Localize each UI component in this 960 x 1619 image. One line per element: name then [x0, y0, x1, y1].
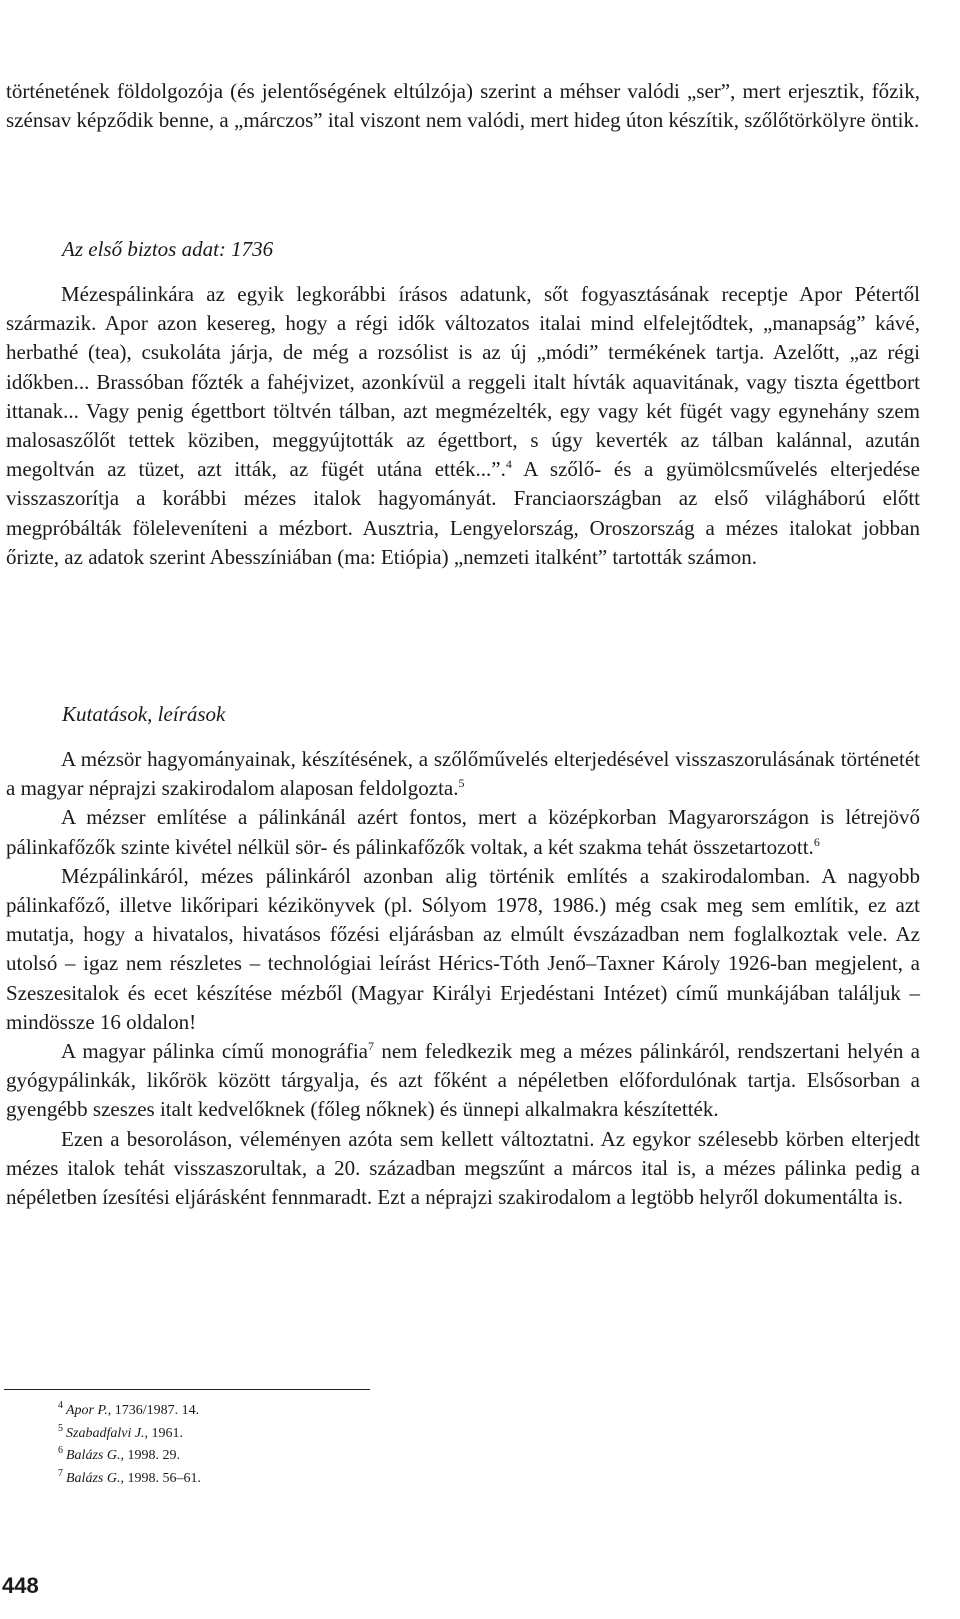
footnote-number: 5	[58, 1422, 63, 1434]
footnote-author: Balázs G.,	[66, 1470, 124, 1486]
paragraph-text: A mézser említése a pálinkánál azért fontos, mert a középkorban Magyarországon is létrejövő pálinkafőzők szinte kivétel nélkül sör- és pálinkafőzők voltak, a két szakma tehát összetartozott.	[6, 805, 920, 859]
footnote-divider	[4, 1389, 370, 1390]
footnote-item	[58, 1423, 201, 1446]
footnote-author: Balázs G.,	[66, 1448, 124, 1463]
footnote-item	[58, 1445, 201, 1468]
footnote-author: Apor P.,	[66, 1403, 112, 1418]
heading-prefix: Az első biztos adat:	[62, 237, 226, 261]
text-block-section-1	[6, 280, 920, 572]
footnote-reference[interactable]: 7	[367, 1039, 374, 1054]
paragraph	[6, 1125, 920, 1213]
paragraph-text: A mézsör hagyományainak, készítésének, a szőlőművelés elterjedésével visszaszorulásának történetét a magyar néprajzi szakirodalom alaposan feldolgozta.	[6, 747, 920, 801]
footnote-item	[58, 1468, 201, 1491]
footnote-reference[interactable]: 6	[813, 834, 820, 849]
footnote-citation: 1736/1987. 14.	[111, 1403, 200, 1418]
footnote-citation: 1998. 29.	[123, 1448, 180, 1463]
paragraph-text: A szőlő- és a gyümölcsművelés elterjedése visszaszorítja a korábbi mézes italok hagyományát. Franciaországban az első világháború előtt megpróbálták föleleveníteni a mézbort. Ausztria, Lengyelország, Oroszország a mézes italokat jobban őrizte, az adatok szerint Abesszíniában (ma: Etiópia) „nemzeti italként” tartották számon.	[6, 457, 920, 569]
section-heading-research: Kutatások, leírások	[62, 702, 226, 726]
footnote-author: Szabadfalvi J.,	[66, 1425, 149, 1441]
paragraph-text: Mézespálinkára az egyik legkorábbi írásos adatunk, sőt fogyasztásának receptje Apor Pétertől származik. Apor azon kesereg, hogy a régi idők változatos italai mind elfelejtődtek, „manapság” kávé, herbathé (tea), csukoláta járja, de még a rozsólist is az új „módi” termékének tartja. Azelőtt, „az régi időkben... Brassóban főzték a fahéjvizet, azonkívül a reggeli italt hívták aquavitának, vagy tiszta égettbort ittanak... Vagy penig égettbort töltvén tálban, azt megmézelték, egy vagy két fügét vagy egynehány szem malosaszőlőt tettek köziben, meggyújtották az égettbort, s úgy keverték az tálban kalánnal, azután megoltván az tüzet, azt itták, az fügét utána ették...”.	[6, 282, 920, 482]
paragraph-text: Ezen a besoroláson, véleményen azóta sem kellett változtatni. Az egykor szélesebb körben elterjedt mézes italok tehát visszaszorultak, a 20. században megszűnt a márcos ital is, a mézes pálinka pedig a népéletben ízesítési eljárásként fennmaradt. Ezt a néprajzi szakirodalom a legtöbb helyről dokumentálta is.	[6, 1126, 920, 1210]
footnote-reference[interactable]: 4	[505, 457, 512, 472]
paragraph-text: A magyar pálinka című monográfia	[61, 1039, 368, 1064]
text-block-opening	[6, 77, 920, 135]
footnote-number: 4	[58, 1400, 63, 1412]
footnote-list	[58, 1400, 201, 1490]
footnote-reference[interactable]: 5	[458, 776, 465, 791]
heading-year: 1736	[231, 237, 274, 261]
footnote-number: 7	[58, 1467, 63, 1479]
paragraph-text: nem feledkezik meg a mézes pálinkáról, rendszertani helyén a gyógypálinkák, likőrök között tárgyalja, és azt főként a népéletben előfordulónak tartja. Elsősorban a gyengébb szeszes italt kedvelőknek (főleg nőknek) és ünnepi alkalmakra készítették.	[6, 1039, 920, 1122]
footnote-citation: 1998. 56–61.	[123, 1470, 201, 1486]
footnote-number: 6	[58, 1445, 63, 1457]
paragraph	[6, 280, 920, 572]
paragraph	[6, 1037, 920, 1125]
paragraph	[6, 745, 920, 803]
paragraph	[6, 803, 920, 861]
paragraph	[6, 862, 920, 1037]
text-block-section-2	[6, 745, 920, 1212]
paragraph: történetének földolgozója (és jelentőségének eltúlzója) szerint a méhser valódi „ser”, mert erjesztik, főzik, szénsav képződik benne, a „márczos” ital viszont nem valódi, mert hideg úton készítik, szőlőtörkölyre öntik.	[6, 79, 920, 133]
section-heading-first-record	[62, 235, 273, 264]
page-number: 448	[2, 1573, 39, 1598]
footnote-item	[58, 1400, 201, 1423]
paragraph-text: Mézpálinkáról, mézes pálinkáról azonban alig történik említés a szakirodalomban. A nagyobb pálinkafőző, illetve likőripari kézikönyvek (pl. Sólyom 1978, 1986.) még csak meg sem említik, ez azt mutatja, hogy a hivatalos, hivatásos főzési eljárásban az elmúlt évszázadban nem foglalkoztak vele. Az utolsó – igaz nem részletes – technológiai leírást Hérics-Tóth Jenő–Taxner Károly 1926-ban megjelent, a Szeszesitalok és ecet készítése mézből (Magyar Királyi Erjedéstani Intézet) című munkájában találjuk – mindössze 16 oldalon!	[6, 863, 920, 1034]
footnote-citation: 1961.	[148, 1425, 184, 1441]
